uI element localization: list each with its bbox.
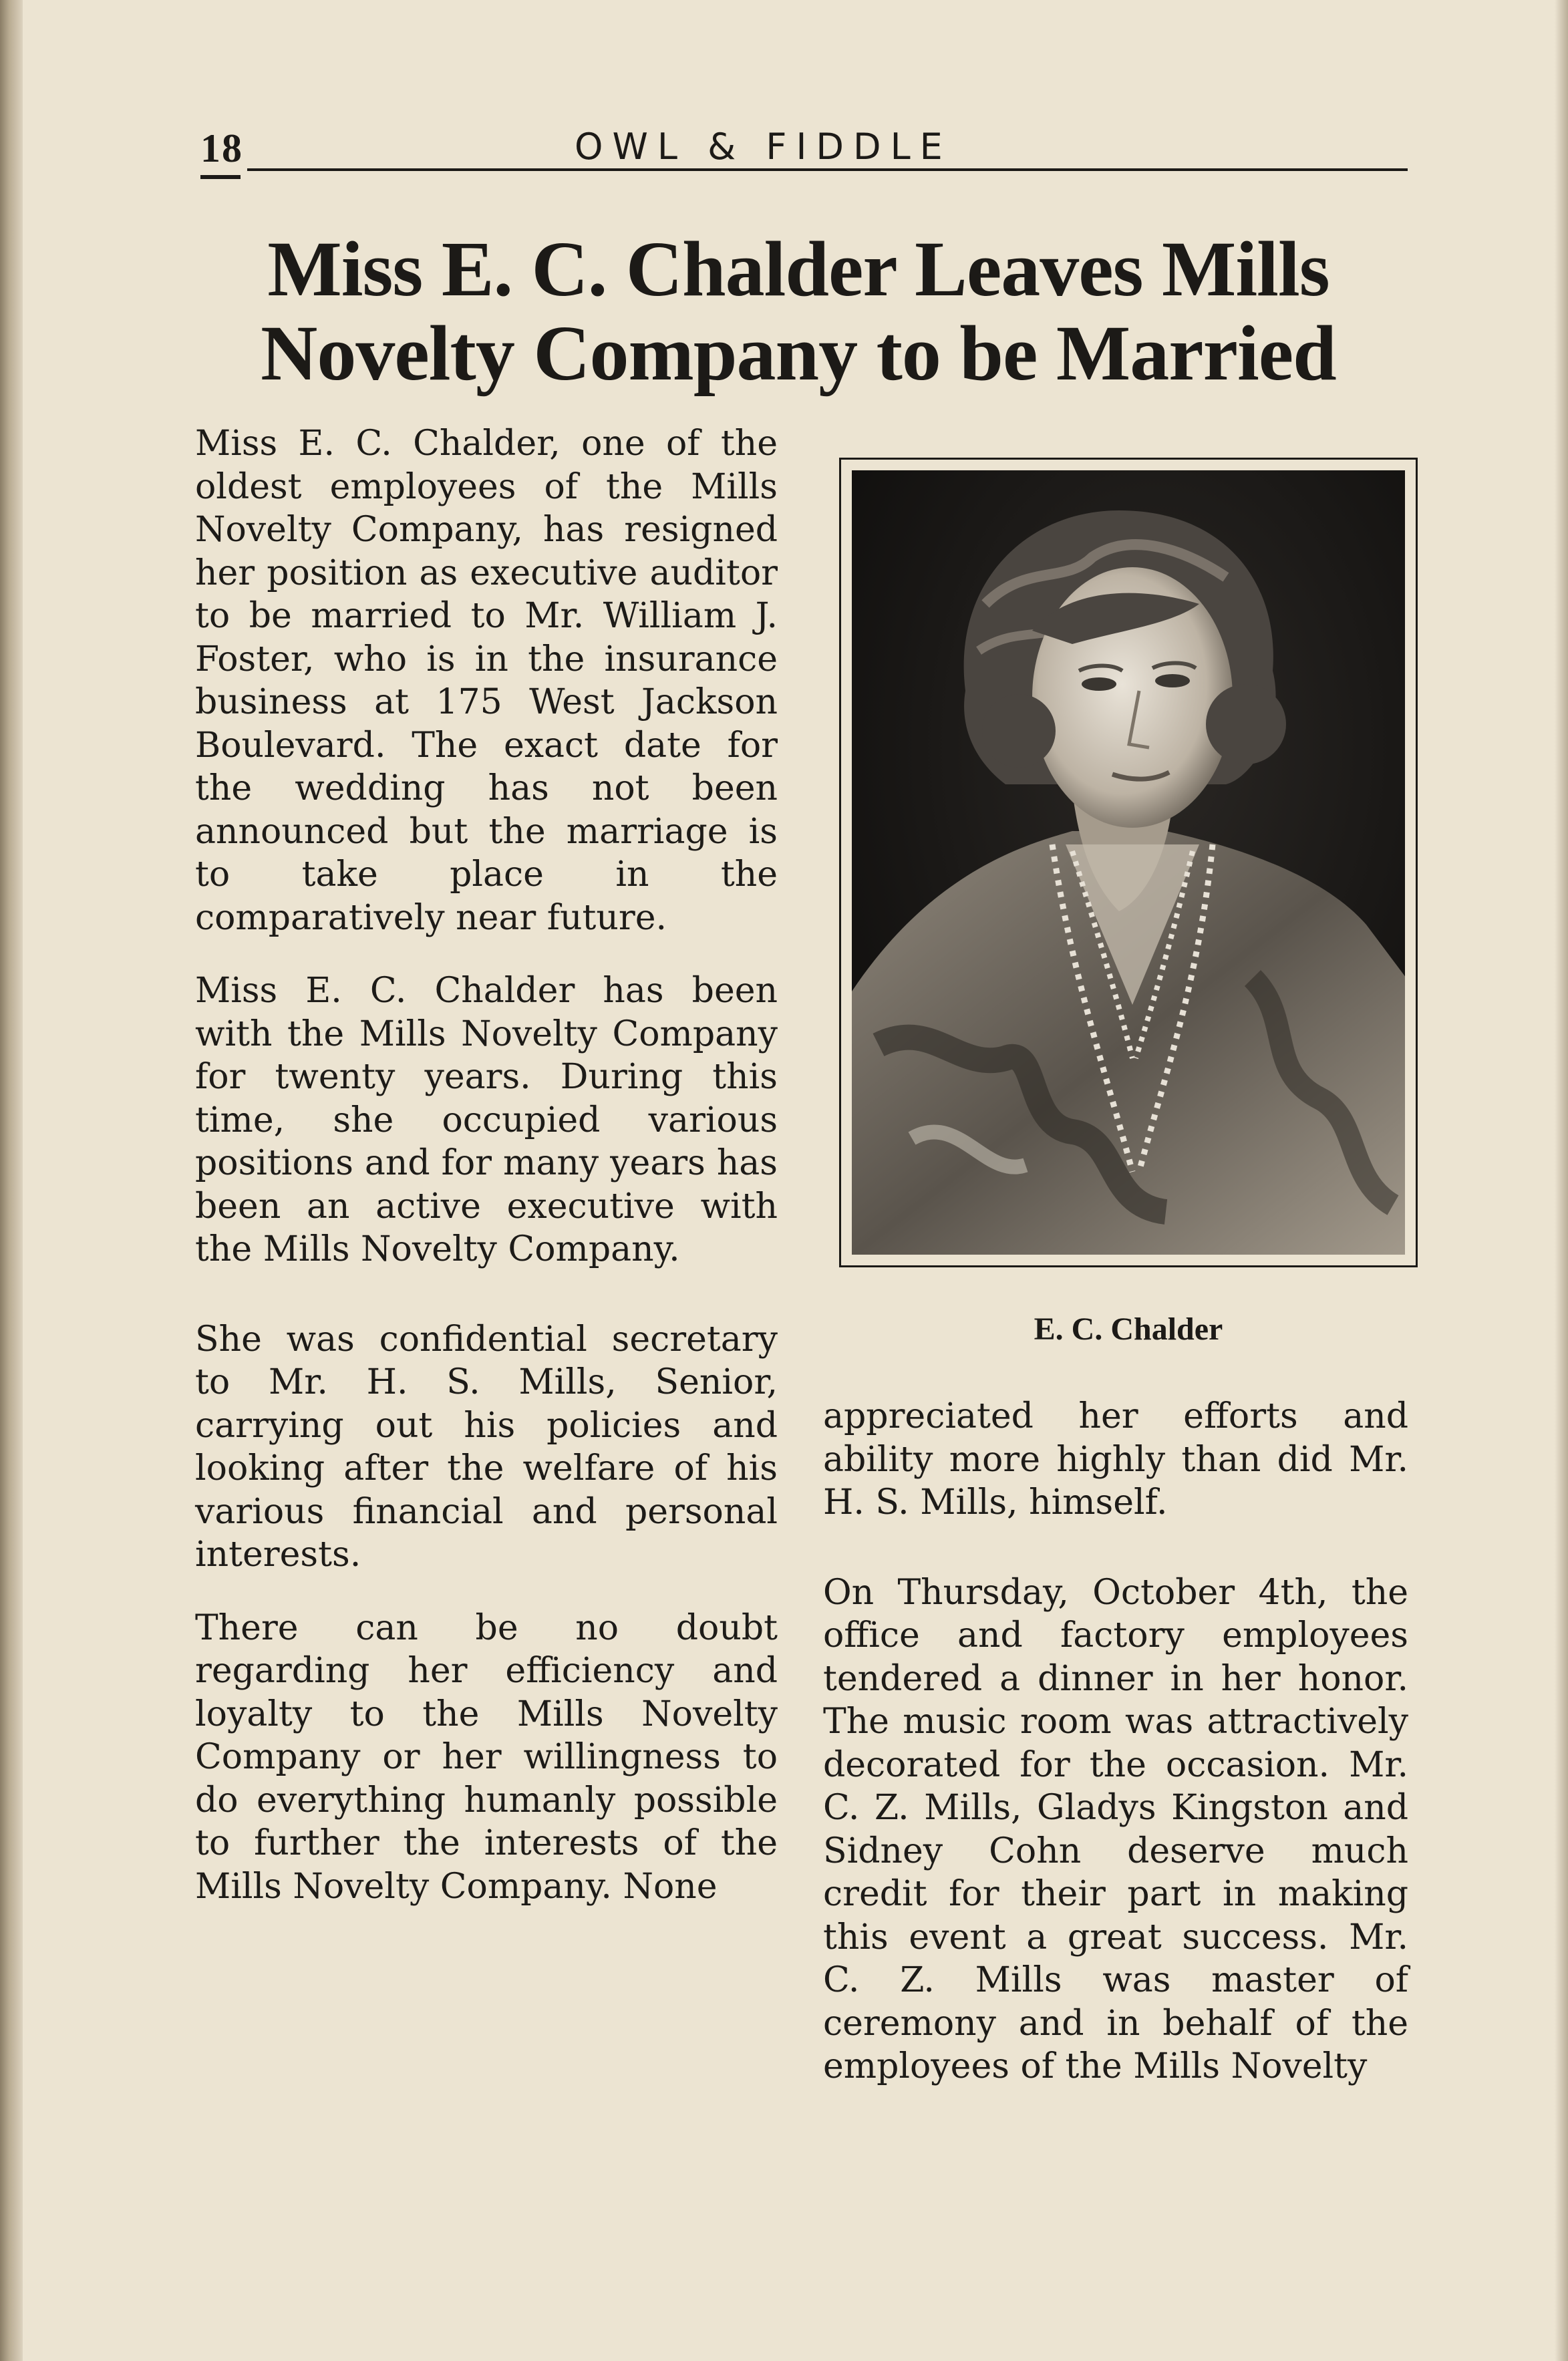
paragraph-1: Miss E. C. Chalder, one of the oldest employees of the Mills Novelty Company, has resigned her position as executive auditor to be married to Mr. William J. Foster, who is in the insurance business at 175 West Jackson Boulevard. The exact date for the wedding has not been announced but the marriage is to take place in the comparatively near future. [195,424,778,938]
paragraph-5: appreciated her efforts and ability more highly than did Mr. H. S. Mills, himself. [823,1396,1408,1523]
portrait-photo-frame [839,458,1418,1267]
paragraph-4: There can be no doubt regarding her efficiency and loyalty to the Mills Novelty Company or her willingness to do everything humanly possible to further the interests of the Mills Novelty Company. None [195,1607,778,1907]
paragraph-2: Miss E. C. Chalder has been with the Mills Novelty Company for twenty years. During this time, she occupied various positions and for many years has been an active executive with the Mills Novelty Company. [195,971,778,1269]
page-number-underline [200,175,241,179]
article-title-line-2: Novelty Company to be Married [261,309,1336,397]
page-number: 18 [200,126,243,170]
binding-edge [0,0,23,2361]
portrait-photo [852,470,1405,1255]
article-title [194,227,1403,396]
article-title-line-1: Miss E. C. Chalder Leaves Mills [267,225,1329,313]
header-rule [247,168,1408,171]
photo-caption: E. C. Chalder [1034,1311,1223,1347]
left-column [195,422,778,1908]
paragraph-6: On Thursday, October 4th, the office and factory employees tendered a dinner in her honor. The music room was attractively decorated for the occasion. Mr. C. Z. Mills, Gladys Kingston and Sidney Cohn deserve much credit for their part in making this event a great success. Mr. C. Z. Mills was master of ceremony and in behalf of the employees of the Mills Novelty [823,1572,1408,2086]
page-edge [1555,0,1568,2361]
running-head: OWL & FIDDLE [575,126,952,168]
paragraph-3: She was confidential secretary to Mr. H. S. Mills, Senior, carrying out his policies and looking after the welfare of his various financial and personal interests. [195,1319,778,1575]
portrait-illustration [852,470,1405,1255]
right-column [823,1395,1408,2088]
